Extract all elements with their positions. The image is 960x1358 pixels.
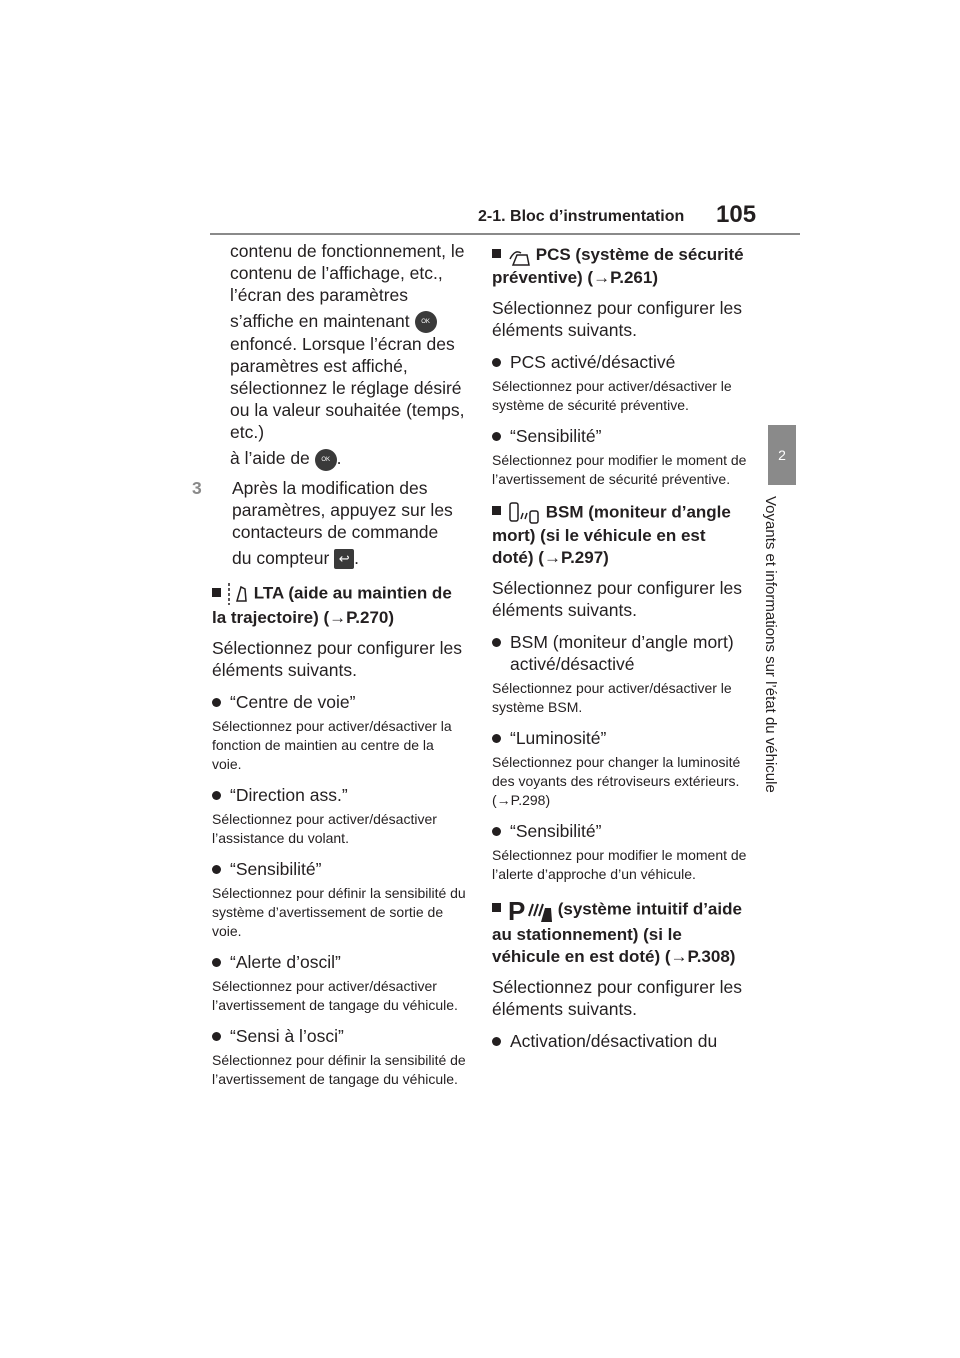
- step-3: [192, 477, 467, 569]
- step-number: 3: [192, 477, 202, 498]
- parking-heading-text: (système intuitif d’aide au stationnement) (si le véhicule en est doté) (: [492, 899, 742, 966]
- item-label: “Direction ass.”: [230, 785, 348, 806]
- item-desc: Sélectionnez pour activer/désactiver la fonction de maintien au centre de la voie.: [212, 718, 452, 773]
- intro-text-1: contenu de fonctionnement, le contenu de l’affichage, etc., l’écran des paramètres: [230, 241, 465, 305]
- item-label: “Sensibilité”: [510, 820, 602, 841]
- bullet-icon: [492, 734, 501, 743]
- ok-button-icon: OK: [415, 311, 437, 333]
- item-desc: Sélectionnez pour activer/désactiver l’assistance du volant.: [212, 811, 437, 847]
- bullet-icon: [212, 958, 221, 967]
- pcs-heading: [492, 244, 750, 289]
- item-desc: Sélectionnez pour activer/désactiver l’avertissement de tangage du véhicule.: [212, 978, 458, 1014]
- bsm-item: [492, 727, 750, 810]
- lta-ref: P.270): [346, 608, 395, 628]
- chapter-tab: 2: [768, 425, 796, 485]
- parking-sensor-icon: [507, 896, 553, 924]
- parking-item: [492, 1030, 750, 1052]
- item-label: Activation/désactivation du: [510, 1030, 718, 1051]
- parking-intro: Sélectionnez pour configurer les éléments suivants.: [492, 976, 743, 1019]
- pcs-icon: [507, 245, 531, 267]
- parking-heading: [492, 896, 750, 968]
- step-text: Après la modification des paramètres, appuyez sur les contacteurs de commande: [232, 477, 453, 542]
- lta-heading-text: LTA (aide au maintien de la trajectoire) (: [212, 583, 452, 628]
- lta-item: [212, 691, 467, 774]
- pcs-heading-text: PCS (système de sécurité préventive) (: [492, 245, 744, 287]
- arrow-icon: →: [670, 946, 688, 966]
- bsm-icon: [507, 501, 541, 525]
- bullet-icon: [492, 358, 501, 367]
- chapter-title: Voyants et informations sur l’état du véhicule: [762, 496, 779, 793]
- item-label: “Sensibilité”: [230, 859, 322, 880]
- lta-icon: [227, 581, 249, 607]
- item-label: “Sensi à l’osci”: [230, 1026, 344, 1047]
- square-bullet-icon: [492, 249, 501, 258]
- lta-heading: [212, 581, 467, 629]
- pcs-ref: P.261): [610, 267, 658, 287]
- pcs-item: [492, 425, 750, 489]
- item-desc: Sélectionnez pour changer la luminosité des voyants des rétroviseurs extérieurs. (→P.298): [492, 753, 741, 808]
- svg-text:P: P: [508, 895, 526, 924]
- lta-item: [212, 1025, 467, 1089]
- bsm-item: [492, 820, 750, 884]
- arrow-icon: →: [329, 608, 347, 628]
- item-label: PCS activé/désactivé: [510, 351, 676, 372]
- bullet-icon: [492, 432, 501, 441]
- square-bullet-icon: [212, 588, 221, 597]
- item-desc: Sélectionnez pour modifier le moment de l’alerte d’approche d’un véhicule.: [492, 846, 747, 882]
- lta-item: [212, 784, 467, 848]
- arrow-icon: →: [593, 267, 611, 287]
- intro-text-3: enfoncé. Lorsque l’écran des paramètres est affiché, sélectionnez le réglage désiré ou la valeur souhaitée (temps, etc.): [230, 334, 465, 443]
- lta-item: [212, 951, 467, 1015]
- bsm-item: [492, 631, 750, 717]
- right-column: [492, 244, 750, 1056]
- item-label: “Luminosité”: [510, 727, 607, 748]
- square-bullet-icon: [492, 903, 501, 912]
- item-desc: Sélectionnez pour activer/désactiver le système de sécurité préventive.: [492, 377, 732, 413]
- item-label: BSM (moniteur d’angle mort) activé/désactivé: [510, 631, 734, 674]
- item-desc: Sélectionnez pour définir la sensibilité du système d’avertissement de sortie de voie.: [212, 885, 466, 940]
- pcs-item: [492, 351, 750, 415]
- item-label: “Sensibilité”: [510, 425, 602, 446]
- parking-ref: P.308): [687, 946, 736, 966]
- bullet-icon: [492, 1037, 501, 1046]
- pcs-intro: Sélectionnez pour configurer les éléments suivants.: [492, 297, 743, 340]
- intro-paragraph: [212, 240, 467, 471]
- bullet-icon: [492, 638, 501, 647]
- item-label: “Centre de voie”: [230, 692, 356, 713]
- chapter-title-vertical: [762, 496, 799, 826]
- lta-item: [212, 858, 467, 941]
- arrow-icon: →: [543, 547, 561, 567]
- bullet-icon: [212, 865, 221, 874]
- item-desc: Sélectionnez pour activer/désactiver le système BSM.: [492, 679, 732, 715]
- step-text-2: du compteur: [232, 547, 330, 568]
- bsm-heading-text: BSM (moniteur d’angle mort) (si le véhicule en est doté) (: [492, 502, 731, 567]
- header-rule: [210, 233, 800, 235]
- bullet-icon: [212, 1032, 221, 1041]
- bullet-icon: [212, 698, 221, 707]
- intro-text-2: s’affiche en maintenant: [230, 311, 410, 331]
- ok-button-icon: OK: [315, 449, 337, 471]
- intro-text-4: à l’aide de: [230, 448, 310, 469]
- bullet-icon: [492, 827, 501, 836]
- bsm-intro: Sélectionnez pour configurer les éléments suivants.: [492, 577, 743, 620]
- bsm-ref: P.297): [560, 547, 609, 567]
- item-desc: Sélectionnez pour modifier le moment de l’avertissement de sécurité préventive.: [492, 451, 747, 487]
- section-title: 2-1. Bloc d’instrumentation: [478, 208, 685, 225]
- lta-intro: Sélectionnez pour configurer les éléments suivants.: [212, 638, 463, 681]
- left-column: [192, 240, 467, 1099]
- period: .: [336, 448, 342, 469]
- item-desc: Sélectionnez pour définir la sensibilité de l’avertissement de tangage du véhicule.: [212, 1052, 466, 1088]
- bullet-icon: [212, 791, 221, 800]
- bsm-heading: [492, 501, 750, 569]
- item-label: “Alerte d’oscil”: [230, 952, 341, 973]
- square-bullet-icon: [492, 506, 501, 515]
- page-number: 105: [716, 201, 757, 228]
- back-button-icon: ↩: [334, 549, 354, 569]
- period: .: [354, 547, 360, 568]
